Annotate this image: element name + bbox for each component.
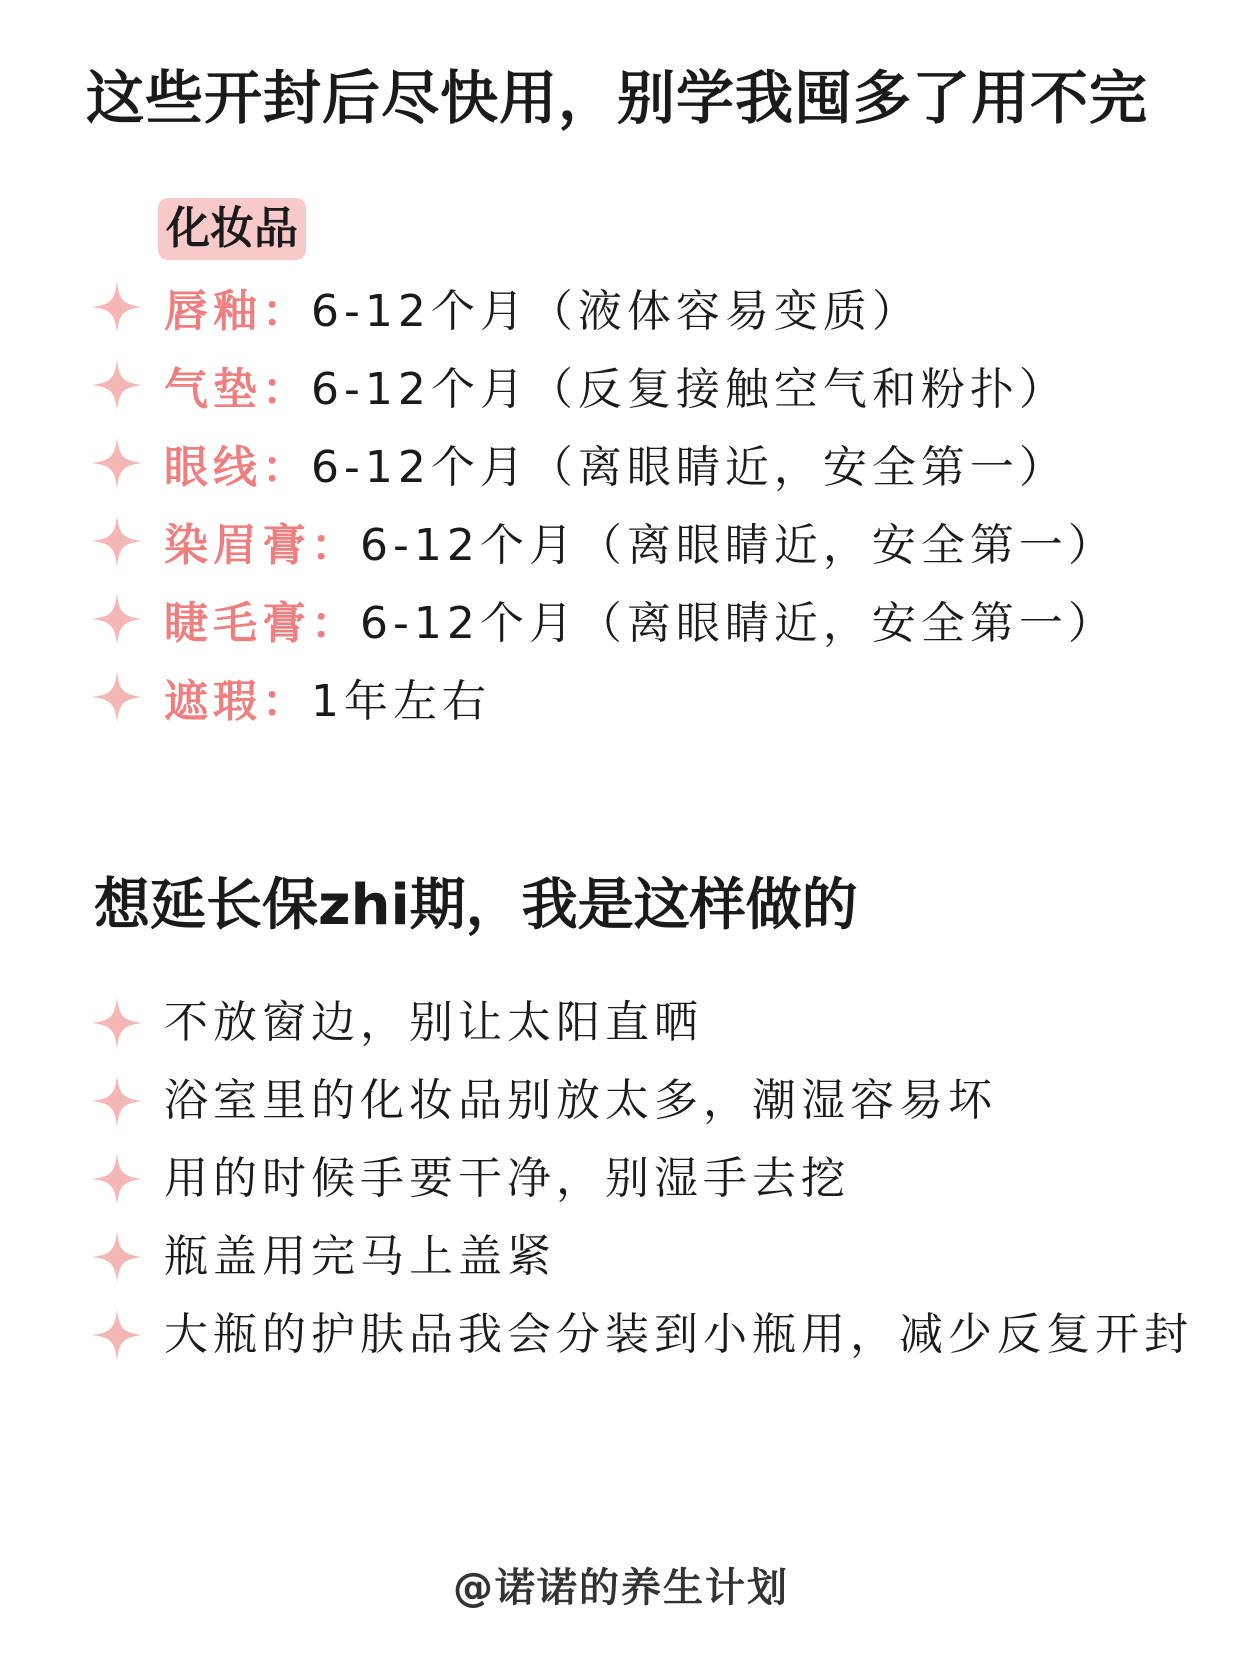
sparkle-icon: [90, 1308, 144, 1362]
product-name: 唇釉：: [164, 286, 311, 337]
product-name: 遮瑕：: [164, 676, 311, 727]
list-item: [90, 1140, 1194, 1218]
sparkle-icon: [90, 670, 144, 724]
sparkle-icon: [90, 436, 144, 490]
list-item: [90, 984, 1194, 1062]
list-item: [90, 1218, 1194, 1296]
product-name: 气垫：: [164, 364, 311, 415]
sparkle-icon: [90, 996, 144, 1050]
sparkle-icon: [90, 514, 144, 568]
product-shelf-life: 6-12个月（离眼睛近，安全第一）: [360, 598, 1117, 649]
tip-text: 大瓶的护肤品我会分装到小瓶用，减少反复开封: [164, 1309, 1193, 1360]
list-item: [90, 1062, 1194, 1140]
tips-list: [90, 984, 1194, 1374]
list-item: [90, 424, 1117, 502]
tip-text: 不放窗边，别让太阳直晒: [164, 997, 703, 1048]
list-item: [90, 268, 1117, 346]
product-shelf-life: 6-12个月（反复接触空气和粉扑）: [311, 364, 1068, 415]
list-item: [90, 580, 1117, 658]
product-name: 睫毛膏：: [164, 598, 360, 649]
product-shelf-life: 6-12个月（离眼睛近，安全第一）: [311, 442, 1068, 493]
category-tag: 化妆品: [158, 198, 306, 260]
product-shelf-life: 6-12个月（液体容易变质）: [311, 286, 921, 337]
sparkle-icon: [90, 280, 144, 334]
section-heading: 想延长保zhi期，我是这样做的: [94, 873, 858, 938]
list-item: [90, 346, 1117, 424]
sparkle-icon: [90, 1230, 144, 1284]
sparkle-icon: [90, 1152, 144, 1206]
product-shelf-life: 1年左右: [311, 676, 491, 727]
list-item: [90, 502, 1117, 580]
cosmetics-list: [90, 268, 1117, 736]
sparkle-icon: [90, 592, 144, 646]
list-item: [90, 1296, 1194, 1374]
tip-text: 瓶盖用完马上盖紧: [164, 1231, 556, 1282]
product-shelf-life: 6-12个月（离眼睛近，安全第一）: [360, 520, 1117, 571]
tip-text: 浴室里的化妆品别放太多，潮湿容易坏: [164, 1075, 997, 1126]
sparkle-icon: [90, 358, 144, 412]
product-name: 染眉膏：: [164, 520, 360, 571]
tip-text: 用的时候手要干净，别湿手去挖: [164, 1153, 850, 1204]
page-title: 这些开封后尽快用，别学我囤多了用不完: [86, 64, 1149, 132]
list-item: [90, 658, 1117, 736]
sparkle-icon: [90, 1074, 144, 1128]
product-name: 眼线：: [164, 442, 311, 493]
author-watermark: @诺诺的养生计划: [453, 1565, 789, 1611]
